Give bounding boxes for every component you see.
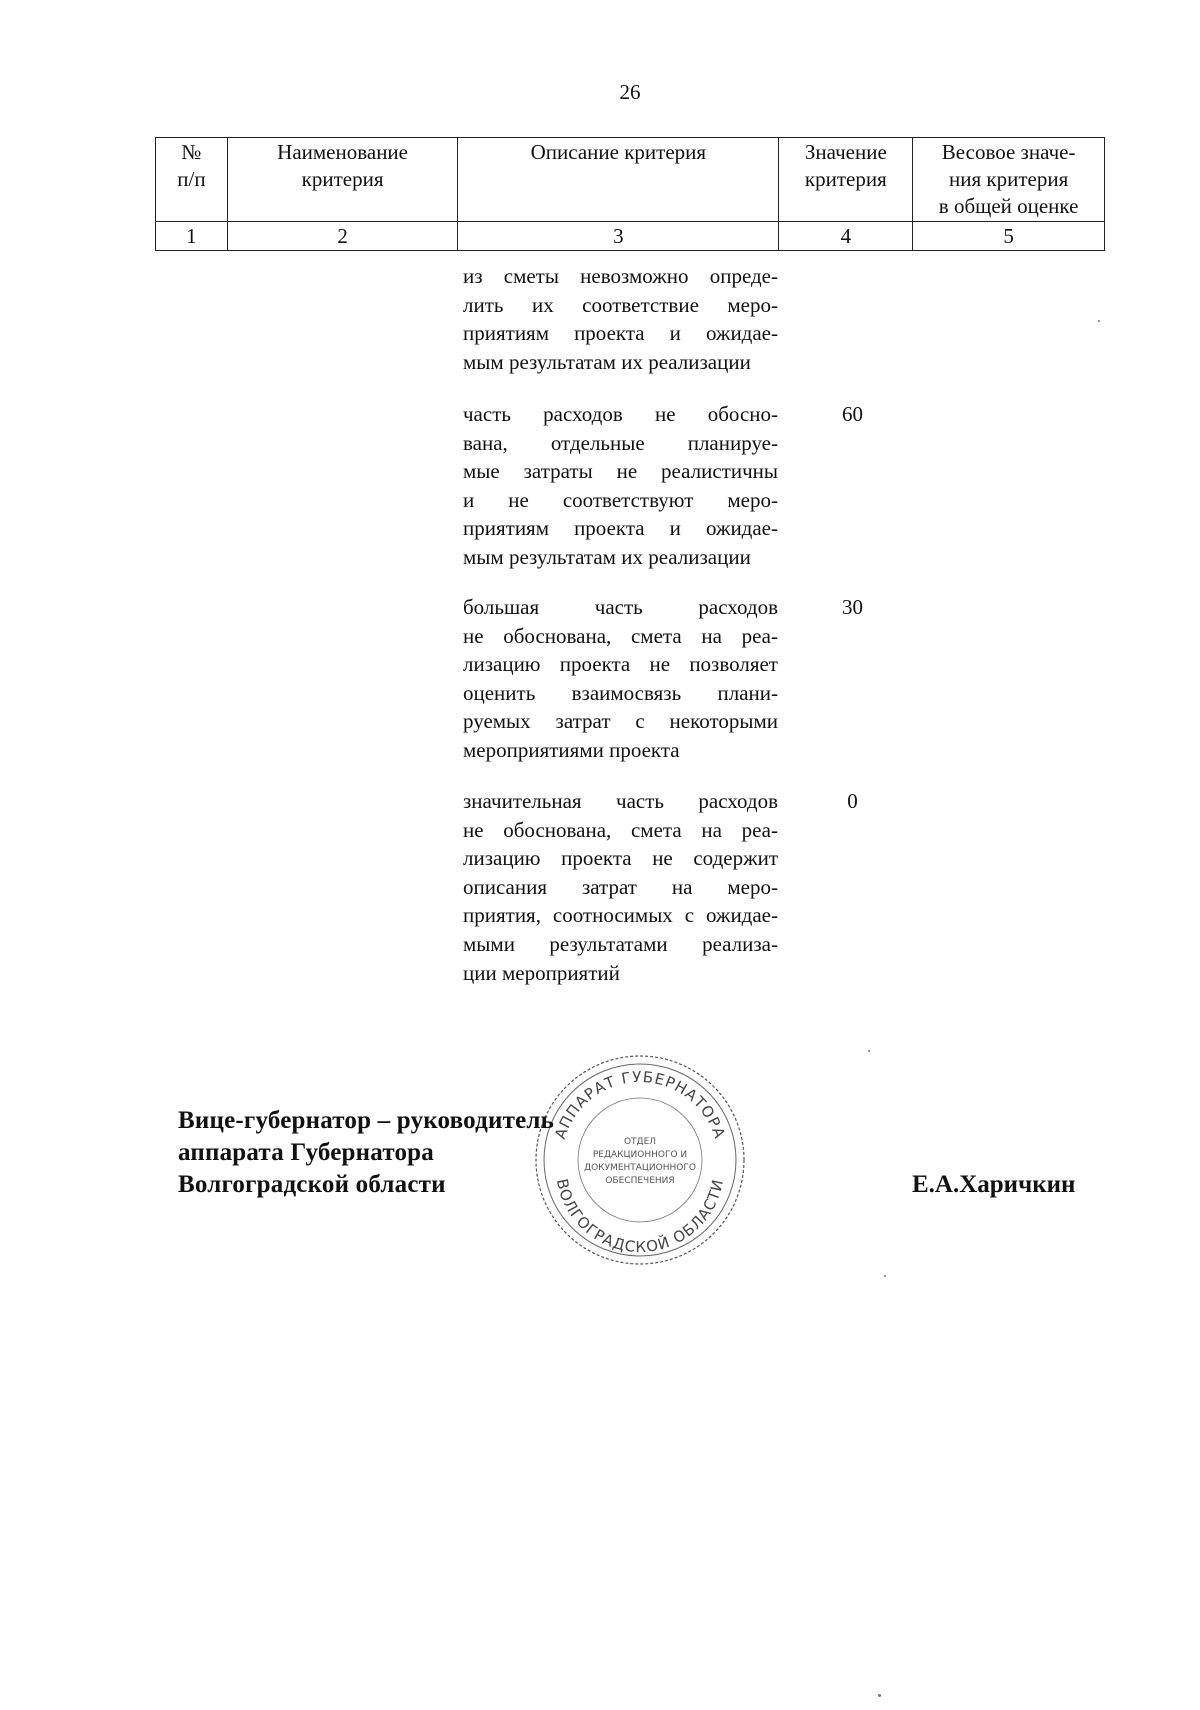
signer-title: Вице-губернатор – руководитель аппарата Губернатора Волгоградской области	[178, 1107, 555, 1198]
stamp-center-line: ОБЕСПЕЧЕНИЯ	[605, 1176, 675, 1186]
criterion-value: 60	[842, 402, 863, 426]
criterion-value: 0	[847, 789, 858, 813]
criterion-description: значительная часть расходов не обоснована, смета на реа- лизацию проекта не содержит описания затрат на меро- приятия, соотносимых с ожидае- мыми результатами реализа- ции мероприятий	[463, 789, 778, 985]
column-number: 5	[913, 222, 1105, 251]
svg-text:АППАРАТ ГУБЕРНАТОРА	[551, 1068, 729, 1141]
scan-speck	[868, 1050, 870, 1052]
criteria-table-header	[155, 137, 1105, 251]
stamp-center-line: РЕДАКЦИОННОГО И	[592, 1150, 688, 1160]
column-number: 2	[227, 222, 457, 251]
criterion-description: из сметы невозможно опреде- лить их соответствие меро- приятиям проекта и ожидае- мым результатам их реализации	[463, 264, 778, 374]
criterion-value: 30	[842, 595, 863, 619]
scan-speck	[884, 1275, 886, 1277]
official-stamp	[530, 1050, 750, 1270]
scan-speck	[1098, 320, 1100, 322]
column-number: 3	[458, 222, 779, 251]
table-header-row	[156, 138, 1105, 222]
signer-name: Е.А.Харичкин	[912, 1171, 1076, 1198]
stamp-seal-icon	[530, 1050, 750, 1270]
header-criterion-description: Описание критерия	[458, 138, 779, 222]
column-number-row	[156, 222, 1105, 251]
criterion-description: большая часть расходов не обоснована, смета на реа- лизацию проекта не позволяет оценить взаимосвязь плани- руемых затрат с некоторыми мероприятиями проекта	[463, 595, 778, 762]
header-number: № п/п	[156, 138, 228, 222]
stamp-center-line: ДОКУМЕНТАЦИОННОГО	[584, 1163, 696, 1173]
header-criterion-weight: Весовое значе- ния критерия в общей оценке	[913, 138, 1105, 222]
header-criterion-name: Наименование критерия	[227, 138, 457, 222]
stamp-center-line: ОТДЕЛ	[623, 1137, 657, 1147]
scan-speck	[878, 1694, 881, 1697]
column-number: 1	[156, 222, 228, 251]
column-number: 4	[779, 222, 913, 251]
criterion-description: часть расходов не обосно- вана, отдельные планируе- мые затраты не реалистичны и не соответствуют меро- приятиям проекта и ожидае- мым результатам их реализации	[463, 402, 778, 569]
header-criterion-value: Значение критерия	[779, 138, 913, 222]
stamp-outer-top: АППАРАТ ГУБЕРНАТОРА	[551, 1067, 729, 1142]
stamp-outer-bottom: ВОЛГОГРАДСКОЙ ОБЛАСТИ	[552, 1177, 728, 1257]
page-number: 26	[619, 80, 641, 104]
